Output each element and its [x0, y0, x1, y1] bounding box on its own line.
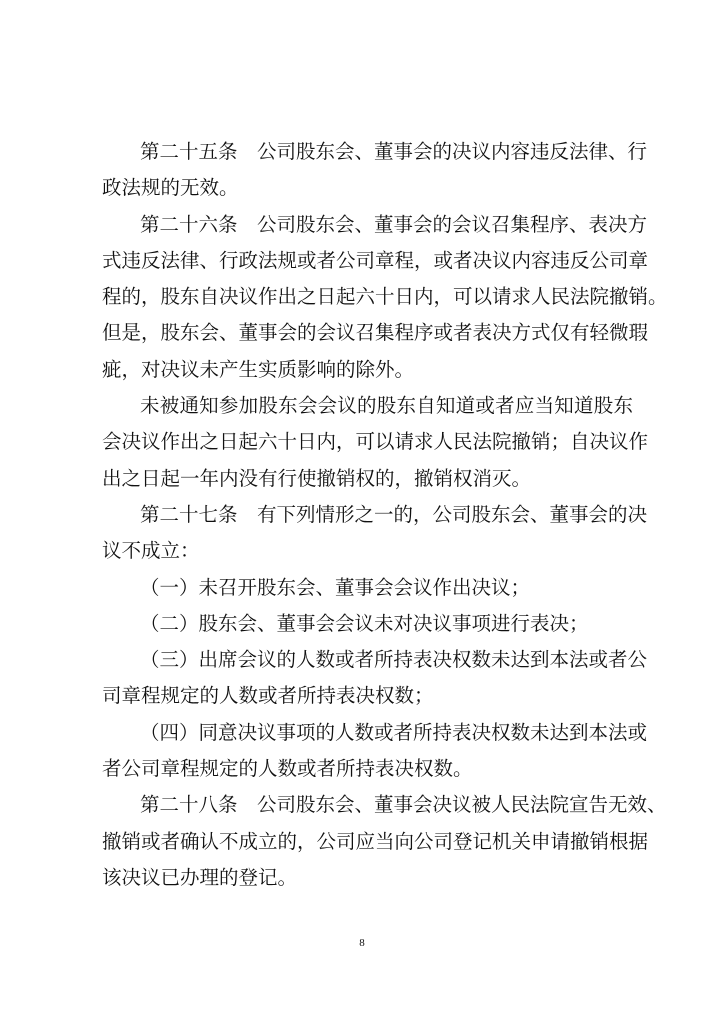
text-line: 第二十六条 公司股东会、董事会的会议召集程序、表决方 — [140, 212, 648, 236]
text-line: 程的，股东自决议作出之日起六十日内，可以请求人民法院撤销。 — [102, 285, 668, 309]
text-line: 司章程规定的人数或者所持表决权数； — [102, 684, 434, 708]
paragraph — [102, 715, 648, 788]
text-line: 第二十七条 有下列情形之一的，公司股东会、董事会的决 — [140, 502, 648, 526]
text-line: 第二十八条 公司股东会、董事会决议被人民法院宣告无效、 — [140, 793, 667, 817]
paragraph — [102, 207, 668, 388]
text-line: 疵，对决议未产生实质影响的除外。 — [102, 357, 415, 381]
text-line: 式违反法律、行政法规或者公司章程，或者决议内容违反公司章 — [102, 248, 649, 272]
paragraph — [102, 606, 633, 642]
paragraph — [102, 642, 648, 715]
text-line: （三）出席会议的人数或者所持表决权数未达到本法或者公 — [140, 648, 648, 672]
document-body — [102, 134, 668, 896]
text-line: 议不成立： — [102, 539, 200, 563]
text-line: 第二十五条 公司股东会、董事会的决议内容违反法律、行 — [140, 140, 648, 163]
text-line: 政法规的无效。 — [102, 176, 239, 200]
text-line: 会决议作出之日起六十日内，可以请求人民法院撤销；自决议作 — [102, 430, 649, 454]
paragraph — [102, 497, 648, 570]
paragraph — [102, 388, 649, 497]
text-line: 未被通知参加股东会会议的股东自知道或者应当知道股东 — [140, 394, 633, 418]
text-line: 者公司章程规定的人数或者所持表决权数。 — [102, 757, 473, 781]
text-line: （四）同意决议事项的人数或者所持表决权数未达到本法或 — [140, 720, 648, 744]
text-line: 该决议已办理的登记。 — [102, 865, 298, 889]
page-number: 8 — [359, 937, 365, 949]
text-line: 但是，股东会、董事会的会议召集程序或者表决方式仅有轻微瑕 — [102, 321, 649, 345]
paragraph — [102, 134, 648, 207]
paragraph — [102, 787, 667, 896]
paragraph — [102, 570, 633, 606]
text-line: 出之日起一年内没有行使撤销权的，撤销权消灭。 — [102, 466, 532, 490]
text-line: （二）股东会、董事会会议未对决议事项进行表决； — [140, 611, 589, 635]
text-line: （一）未召开股东会、董事会会议作出决议； — [140, 575, 531, 599]
text-line: 撤销或者确认不成立的，公司应当向公司登记机关申请撤销根据 — [102, 829, 649, 853]
